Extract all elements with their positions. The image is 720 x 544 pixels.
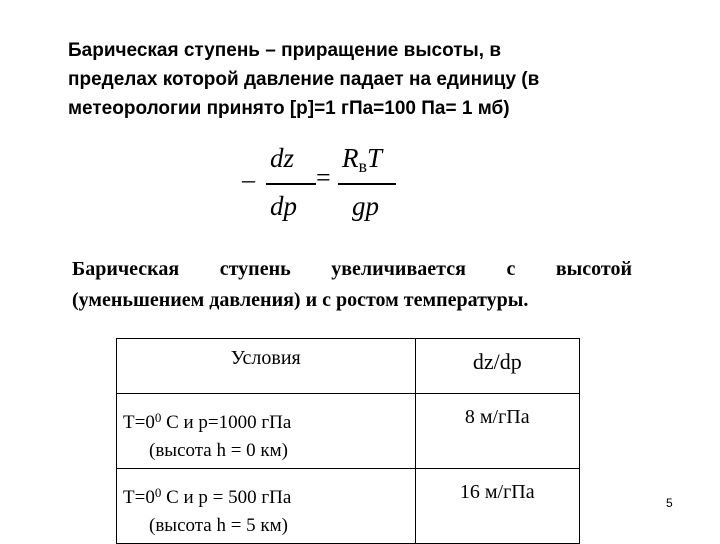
condition-text: Т=0 bbox=[123, 412, 155, 433]
explanation-paragraph bbox=[72, 254, 632, 316]
value-cell: 16 м/гПа bbox=[415, 469, 579, 544]
barometric-step-formula bbox=[240, 143, 410, 223]
explanation-word: с bbox=[506, 258, 516, 280]
explanation-line-1 bbox=[72, 254, 632, 285]
explanation-word: увеличивается bbox=[331, 258, 466, 280]
formula-equals: = bbox=[316, 163, 331, 192]
definition-line-3: метеорологии принято [p]=1 гПа=100 Па= 1 мб) bbox=[68, 98, 510, 119]
page-number: 5 bbox=[666, 496, 673, 510]
value-cell: 8 м/гПа bbox=[415, 394, 579, 469]
formula-minus: – bbox=[242, 165, 255, 194]
condition-text: Т=0 bbox=[123, 487, 155, 508]
condition-text: С и р=1000 гПа bbox=[161, 412, 292, 433]
table-row bbox=[117, 469, 580, 544]
conditions-table bbox=[116, 338, 580, 544]
table-header-row bbox=[117, 339, 580, 394]
explanation-word: высотой bbox=[555, 258, 632, 280]
degree-superscript: 0 bbox=[154, 410, 162, 425]
explanation-word: Барическая bbox=[72, 258, 180, 280]
header-conditions: Условия bbox=[117, 339, 416, 394]
formula-rhs-R: R bbox=[342, 143, 359, 173]
table-row bbox=[117, 394, 580, 469]
formula-rhs-denominator: gp bbox=[352, 191, 379, 221]
definition-line-1: Барическая ступень – приращение высоты, в bbox=[68, 40, 502, 61]
condition-height: (высота h = 5 км) bbox=[149, 515, 289, 536]
definition-line-2: пределах которой давление падает на единицу (в bbox=[68, 69, 540, 90]
explanation-line-2: (уменьшением давления) и с ростом температуры. bbox=[72, 289, 529, 311]
formula-rhs-fraction-bar bbox=[338, 183, 396, 185]
formula-rhs-subscript: в bbox=[358, 156, 367, 176]
condition-text: С и р = 500 гПа bbox=[161, 487, 292, 508]
condition-cell bbox=[117, 394, 416, 469]
degree-superscript: 0 bbox=[154, 485, 162, 500]
condition-cell bbox=[117, 469, 416, 544]
formula-lhs-fraction-bar bbox=[266, 183, 316, 185]
definition-text bbox=[68, 36, 688, 123]
formula-rhs-numerator bbox=[342, 143, 382, 177]
formula-lhs-denominator: dp bbox=[270, 191, 297, 221]
formula-rhs-T: T bbox=[367, 143, 383, 173]
header-value: dz/dp bbox=[415, 339, 579, 394]
condition-height: (высота h = 0 км) bbox=[149, 440, 289, 461]
explanation-word: ступень bbox=[219, 258, 291, 280]
formula-lhs-numerator: dz bbox=[270, 143, 295, 173]
